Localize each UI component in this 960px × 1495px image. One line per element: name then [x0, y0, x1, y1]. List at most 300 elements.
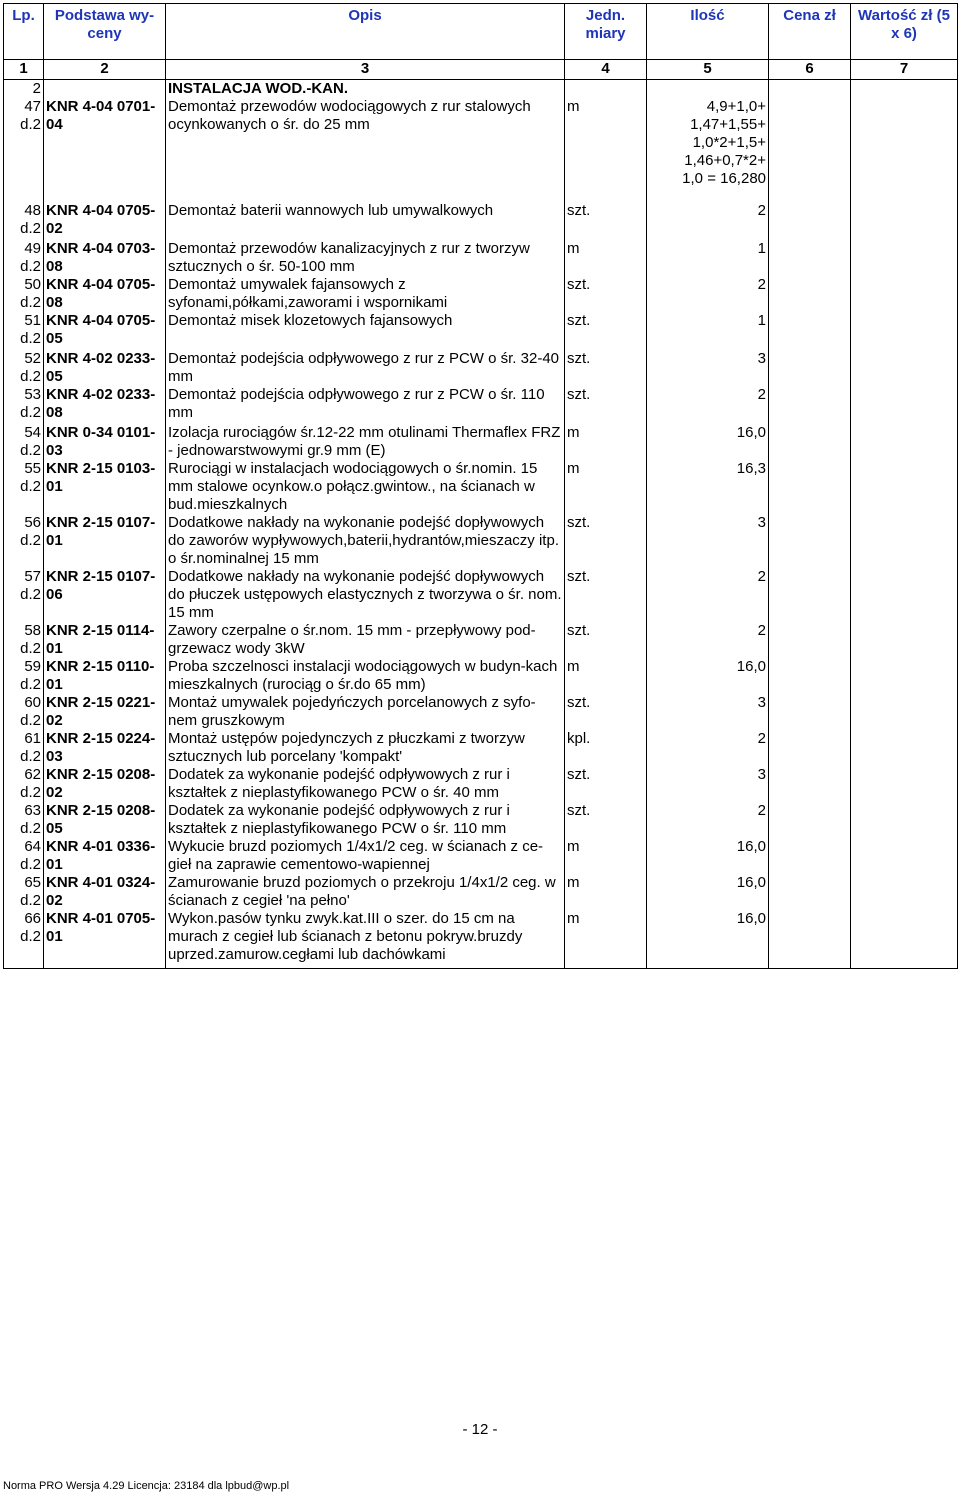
quantity-cell: [647, 514, 769, 568]
base-code: KNR 2-15 0110-: [46, 658, 155, 675]
base-cell: [44, 460, 166, 514]
unit: m: [567, 424, 580, 441]
quantity: 3: [757, 766, 766, 783]
description: Wykucie bruzd poziomych 1/4x1/2 ceg. w ścianach z ce-gieł na zaprawie cementowo-wapiennej: [168, 838, 544, 873]
quantity-cell: [647, 910, 769, 969]
value-cell: [851, 694, 958, 730]
lp-number: 48: [24, 202, 41, 219]
price-cell: [769, 838, 851, 874]
base-code-suffix: 02: [46, 784, 63, 801]
table-row: [4, 98, 958, 202]
base-cell: [44, 514, 166, 568]
lp-suffix: d.2: [20, 404, 41, 421]
lp-cell: [4, 424, 44, 460]
col-number: 5: [647, 60, 769, 80]
table-row: [4, 568, 958, 622]
lp-suffix: d.2: [20, 368, 41, 385]
description-cell: [166, 350, 565, 386]
lp-number: 61: [24, 730, 41, 747]
col-number: 4: [565, 60, 647, 80]
base-code: KNR 4-01 0324-: [46, 874, 156, 891]
base-code: KNR 2-15 0208-: [46, 802, 156, 819]
unit: szt.: [567, 766, 591, 783]
description-cell: [166, 202, 565, 240]
description: Rurociągi w instalacjach wodociągowych o śr.nomin. 15 mm stalowe ocynkow.o połącz.gwintow., na ścianach w bud.mieszkalnych: [168, 460, 538, 513]
value-cell: [851, 802, 958, 838]
description-cell: [166, 98, 565, 202]
value-cell: [851, 766, 958, 802]
lp-number: 56: [24, 514, 41, 531]
base-code: KNR 0-34 0101-: [46, 424, 156, 441]
unit-cell: [565, 276, 647, 312]
quantity: 2: [757, 622, 766, 639]
lp-number: 50: [24, 276, 41, 293]
table-row: [4, 766, 958, 802]
unit: m: [567, 460, 580, 477]
price-cell: [769, 658, 851, 694]
base-cell: [44, 240, 166, 276]
unit: m: [567, 98, 580, 115]
lp-cell: [4, 386, 44, 424]
base-code-suffix: 02: [46, 220, 63, 237]
base-cell: [44, 802, 166, 838]
base-code: KNR 4-04 0705-: [46, 202, 156, 219]
base-cell: [44, 350, 166, 386]
value-cell: [851, 276, 958, 312]
col-header-lp: Lp.: [4, 4, 44, 60]
table-row: [4, 276, 958, 312]
unit-cell: [565, 202, 647, 240]
base-code: KNR 2-15 0103-: [46, 460, 156, 477]
page-number: - 12 -: [462, 1421, 498, 1438]
description-cell: [166, 568, 565, 622]
col-number: 2: [44, 60, 166, 80]
lp-number: 65: [24, 874, 41, 891]
lp-suffix: d.2: [20, 258, 41, 275]
description-cell: [166, 874, 565, 910]
base-code: KNR 4-04 0703-: [46, 240, 156, 257]
lp-suffix: d.2: [20, 820, 41, 837]
description: Demontaż przewodów wodociągowych z rur stalowych ocynkowanych o śr. do 25 mm: [168, 98, 531, 133]
description-cell: [166, 838, 565, 874]
value-cell: [851, 202, 958, 240]
unit-cell: [565, 312, 647, 350]
table-row: [4, 838, 958, 874]
col-header-desc: Opis: [166, 4, 565, 60]
lp-number: 47: [24, 98, 41, 115]
col-number: 1: [4, 60, 44, 80]
section-lp: 2: [4, 80, 44, 99]
quantity-cell: [647, 622, 769, 658]
quantity-cell: [647, 874, 769, 910]
description: Izolacja rurociągów śr.12-22 mm otulinami Thermaflex FRZ - jednowarstwowymi gr.9 mm (E): [168, 424, 561, 459]
table-row: [4, 240, 958, 276]
lp-cell: [4, 622, 44, 658]
col-header-qty: Ilość: [647, 4, 769, 60]
price-cell: [769, 350, 851, 386]
lp-number: 53: [24, 386, 41, 403]
lp-cell: [4, 202, 44, 240]
unit: m: [567, 240, 580, 257]
table-row: [4, 730, 958, 766]
unit-cell: [565, 386, 647, 424]
value-cell: [851, 514, 958, 568]
col-header-price: Cena zł: [769, 4, 851, 60]
lp-cell: [4, 730, 44, 766]
unit: szt.: [567, 568, 591, 585]
quantity: 2: [757, 276, 766, 293]
base-code: KNR 4-02 0233-: [46, 386, 156, 403]
price-cell: [769, 424, 851, 460]
base-code-suffix: 08: [46, 294, 63, 311]
lp-suffix: d.2: [20, 586, 41, 603]
value-cell: [851, 386, 958, 424]
unit: szt.: [567, 202, 591, 219]
description: Demontaż przewodów kanalizacyjnych z rur z tworzyw sztucznych o śr. 50-100 mm: [168, 240, 530, 275]
license-note: Norma PRO Wersja 4.29 Licencja: 23184 dla lpbud@wp.pl: [3, 1480, 290, 1492]
value-cell: [851, 568, 958, 622]
description: Demontaż podejścia odpływowego z rur z PCW o śr. 110 mm: [168, 386, 545, 421]
unit-cell: [565, 694, 647, 730]
base-cell: [44, 386, 166, 424]
lp-suffix: d.2: [20, 478, 41, 495]
base-cell: [44, 910, 166, 969]
lp-suffix: d.2: [20, 892, 41, 909]
quantity: 3: [757, 350, 766, 367]
unit: kpl.: [567, 730, 591, 747]
lp-cell: [4, 568, 44, 622]
unit: m: [567, 874, 580, 891]
quantity-cell: [647, 386, 769, 424]
col-header-base: Podstawa wy-ceny: [44, 4, 166, 60]
unit: szt.: [567, 694, 591, 711]
price-cell: [769, 240, 851, 276]
quantity: 2: [757, 386, 766, 403]
description-cell: [166, 694, 565, 730]
quantity: 2: [757, 202, 766, 219]
unit-cell: [565, 240, 647, 276]
unit-cell: [565, 874, 647, 910]
base-cell: [44, 276, 166, 312]
value-cell: [851, 460, 958, 514]
quantity: 1: [757, 240, 766, 257]
unit-cell: [565, 514, 647, 568]
base-cell: [44, 730, 166, 766]
lp-suffix: d.2: [20, 784, 41, 801]
quantity-cell: [647, 568, 769, 622]
quantity: 16,0: [736, 658, 766, 675]
header-row: [4, 4, 958, 60]
lp-cell: [4, 874, 44, 910]
price-cell: [769, 98, 851, 202]
lp-suffix: d.2: [20, 748, 41, 765]
price-cell: [769, 766, 851, 802]
lp-cell: [4, 240, 44, 276]
unit: m: [567, 658, 580, 675]
price-cell: [769, 802, 851, 838]
description-cell: [166, 766, 565, 802]
lp-number: 58: [24, 622, 41, 639]
table-row: [4, 802, 958, 838]
price-cell: [769, 622, 851, 658]
base-code-suffix: 03: [46, 748, 63, 765]
lp-cell: [4, 276, 44, 312]
lp-number: 63: [24, 802, 41, 819]
description: Demontaż podejścia odpływowego z rur z PCW o śr. 32-40 mm: [168, 350, 560, 385]
table-row: [4, 312, 958, 350]
unit: szt.: [567, 312, 591, 329]
base-code: KNR 4-01 0705-: [46, 910, 156, 927]
description-cell: [166, 460, 565, 514]
unit: szt.: [567, 276, 591, 293]
price-cell: [769, 386, 851, 424]
quantity-cell: [647, 730, 769, 766]
description-cell: [166, 802, 565, 838]
base-cell: [44, 874, 166, 910]
base-code: KNR 4-04 0705-: [46, 312, 156, 329]
base-code-suffix: 05: [46, 330, 63, 347]
table-row: [4, 622, 958, 658]
base-code-suffix: 01: [46, 478, 63, 495]
lp-cell: [4, 312, 44, 350]
base-cell: [44, 694, 166, 730]
lp-suffix: d.2: [20, 116, 41, 133]
table-row: [4, 658, 958, 694]
lp-number: 66: [24, 910, 41, 927]
table-body: [4, 80, 958, 969]
description-cell: [166, 730, 565, 766]
table-row: [4, 514, 958, 568]
description-cell: [166, 424, 565, 460]
table-row: [4, 202, 958, 240]
base-cell: [44, 838, 166, 874]
price-cell: [769, 730, 851, 766]
lp-cell: [4, 514, 44, 568]
description-cell: [166, 240, 565, 276]
quantity: 2: [757, 568, 766, 585]
value-cell: [851, 98, 958, 202]
lp-number: 59: [24, 658, 41, 675]
quantity: 3: [757, 514, 766, 531]
description: Wykon.pasów tynku zwyk.kat.III o szer. do 15 cm na murach z cegieł lub ścianach z betonu pokryw.bruzdy uprzed.zamurow.cegłami lub dachówkami: [168, 910, 523, 963]
base-code: KNR 2-15 0107-: [46, 568, 156, 585]
unit-cell: [565, 424, 647, 460]
description-cell: [166, 386, 565, 424]
lp-suffix: d.2: [20, 712, 41, 729]
base-code-suffix: 04: [46, 116, 63, 133]
base-code-suffix: 02: [46, 712, 63, 729]
base-code: KNR 2-15 0107-: [46, 514, 156, 531]
cost-estimate-table: [3, 3, 958, 969]
description: Demontaż baterii wannowych lub umywalkowych: [168, 202, 494, 219]
table-row: [4, 460, 958, 514]
table-row: [4, 350, 958, 386]
lp-number: 62: [24, 766, 41, 783]
base-cell: [44, 424, 166, 460]
quantity: 16,3: [736, 460, 766, 477]
base-cell: [44, 568, 166, 622]
lp-cell: [4, 460, 44, 514]
value-cell: [851, 658, 958, 694]
quantity-cell: [647, 424, 769, 460]
value-cell: [851, 622, 958, 658]
base-cell: [44, 766, 166, 802]
table-row: [4, 910, 958, 969]
lp-suffix: d.2: [20, 330, 41, 347]
description: Proba szczelnosci instalacji wodociągowych w budyn-kach mieszkalnych (rurociąg o śr.do 65 mm): [168, 658, 558, 693]
description: Dodatkowe nakłady na wykonanie podejść dopływowych do zaworów wypływowych,baterii,hydrantów,mieszaczy itp. o śr.nominalnej 15 mm: [168, 514, 559, 567]
price-cell: [769, 276, 851, 312]
unit: m: [567, 838, 580, 855]
description: Demontaż umywalek fajansowych z syfonami,półkami,zaworami i wspornikami: [168, 276, 448, 311]
value-cell: [851, 874, 958, 910]
quantity-cell: [647, 766, 769, 802]
base-code-suffix: 01: [46, 532, 63, 549]
unit-cell: [565, 766, 647, 802]
base-code-suffix: 01: [46, 856, 63, 873]
lp-number: 51: [24, 312, 41, 329]
unit-cell: [565, 98, 647, 202]
value-cell: [851, 424, 958, 460]
description: Demontaż misek klozetowych fajansowych: [168, 312, 453, 329]
quantity-cell: [647, 460, 769, 514]
unit-cell: [565, 350, 647, 386]
unit: szt.: [567, 802, 591, 819]
description: Zamurowanie bruzd poziomych o przekroju 1/4x1/2 ceg. w ścianach z cegieł 'na pełno': [168, 874, 556, 909]
table-row: [4, 386, 958, 424]
lp-suffix: d.2: [20, 640, 41, 657]
base-code: KNR 2-15 0224-: [46, 730, 156, 747]
value-cell: [851, 350, 958, 386]
lp-cell: [4, 658, 44, 694]
quantity-cell: [647, 312, 769, 350]
quantity-cell: [647, 240, 769, 276]
base-code: KNR 4-02 0233-: [46, 350, 156, 367]
base-cell: [44, 622, 166, 658]
description: Dodatek za wykonanie podejść odpływowych z rur i kształtek z nieplastyfikowanego PCW o śr. 110 mm: [168, 802, 510, 837]
lp-cell: [4, 766, 44, 802]
value-cell: [851, 240, 958, 276]
value-cell: [851, 312, 958, 350]
base-code-suffix: 08: [46, 258, 63, 275]
unit-cell: [565, 838, 647, 874]
lp-suffix: d.2: [20, 294, 41, 311]
price-cell: [769, 202, 851, 240]
base-code-suffix: 01: [46, 640, 63, 657]
base-cell: [44, 312, 166, 350]
base-cell: [44, 658, 166, 694]
quantity: 16,0: [736, 838, 766, 855]
description-cell: [166, 312, 565, 350]
quantity-cell: [647, 276, 769, 312]
lp-number: 49: [24, 240, 41, 257]
base-code-suffix: 01: [46, 676, 63, 693]
lp-number: 57: [24, 568, 41, 585]
base-code: KNR 2-15 0114-: [46, 622, 155, 639]
lp-suffix: d.2: [20, 676, 41, 693]
base-cell: [44, 98, 166, 202]
quantity: 16,0: [736, 874, 766, 891]
quantity: 4,9+1,0+ 1,47+1,55+ 1,0*2+1,5+ 1,46+0,7*2+ 1,0 = 16,280: [682, 98, 766, 187]
base-code-suffix: 02: [46, 892, 63, 909]
description-cell: [166, 658, 565, 694]
base-code-suffix: 05: [46, 820, 63, 837]
price-cell: [769, 514, 851, 568]
lp-suffix: d.2: [20, 856, 41, 873]
unit: szt.: [567, 514, 591, 531]
lp-suffix: d.2: [20, 532, 41, 549]
col-number: 3: [166, 60, 565, 80]
price-cell: [769, 694, 851, 730]
unit-cell: [565, 460, 647, 514]
quantity: 16,0: [736, 910, 766, 927]
quantity: 16,0: [736, 424, 766, 441]
price-cell: [769, 312, 851, 350]
unit-cell: [565, 730, 647, 766]
lp-number: 54: [24, 424, 41, 441]
value-cell: [851, 910, 958, 969]
unit: szt.: [567, 350, 591, 367]
lp-cell: [4, 802, 44, 838]
table-row: [4, 874, 958, 910]
lp-cell: [4, 350, 44, 386]
base-code-suffix: 06: [46, 586, 63, 603]
value-cell: [851, 730, 958, 766]
base-code: KNR 4-01 0336-: [46, 838, 156, 855]
quantity-cell: [647, 802, 769, 838]
lp-cell: [4, 694, 44, 730]
quantity-cell: [647, 202, 769, 240]
quantity-cell: [647, 98, 769, 202]
description: Dodatkowe nakłady na wykonanie podejść dopływowych do płuczek ustępowych elastycznych z tworzywa o śr. nom. 15 mm: [168, 568, 562, 621]
lp-number: 60: [24, 694, 41, 711]
lp-suffix: d.2: [20, 220, 41, 237]
lp-number: 64: [24, 838, 41, 855]
unit: szt.: [567, 386, 591, 403]
lp-cell: [4, 838, 44, 874]
description-cell: [166, 514, 565, 568]
quantity: 2: [757, 730, 766, 747]
description-cell: [166, 910, 565, 969]
section-row: [4, 80, 958, 99]
description: Montaż umywalek pojedyńczych porcelanowych z syfo-nem gruszkowym: [168, 694, 536, 729]
quantity-cell: [647, 350, 769, 386]
lp-suffix: d.2: [20, 928, 41, 945]
base-code: KNR 4-04 0705-: [46, 276, 156, 293]
value-cell: [851, 838, 958, 874]
lp-suffix: d.2: [20, 442, 41, 459]
col-number: 6: [769, 60, 851, 80]
unit-cell: [565, 622, 647, 658]
price-cell: [769, 910, 851, 969]
quantity-cell: [647, 694, 769, 730]
base-cell: [44, 202, 166, 240]
quantity: 3: [757, 694, 766, 711]
unit-cell: [565, 802, 647, 838]
base-code: KNR 4-04 0701-: [46, 98, 156, 115]
quantity-cell: [647, 658, 769, 694]
base-code: KNR 2-15 0221-: [46, 694, 156, 711]
base-code: KNR 2-15 0208-: [46, 766, 156, 783]
unit-cell: [565, 568, 647, 622]
base-code-suffix: 01: [46, 928, 63, 945]
col-number: 7: [851, 60, 958, 80]
unit-cell: [565, 658, 647, 694]
base-code-suffix: 08: [46, 404, 63, 421]
description: Dodatek za wykonanie podejść odpływowych z rur i kształtek z nieplastyfikowanego PCW o śr. 40 mm: [168, 766, 510, 801]
description-cell: [166, 276, 565, 312]
table-row: [4, 694, 958, 730]
